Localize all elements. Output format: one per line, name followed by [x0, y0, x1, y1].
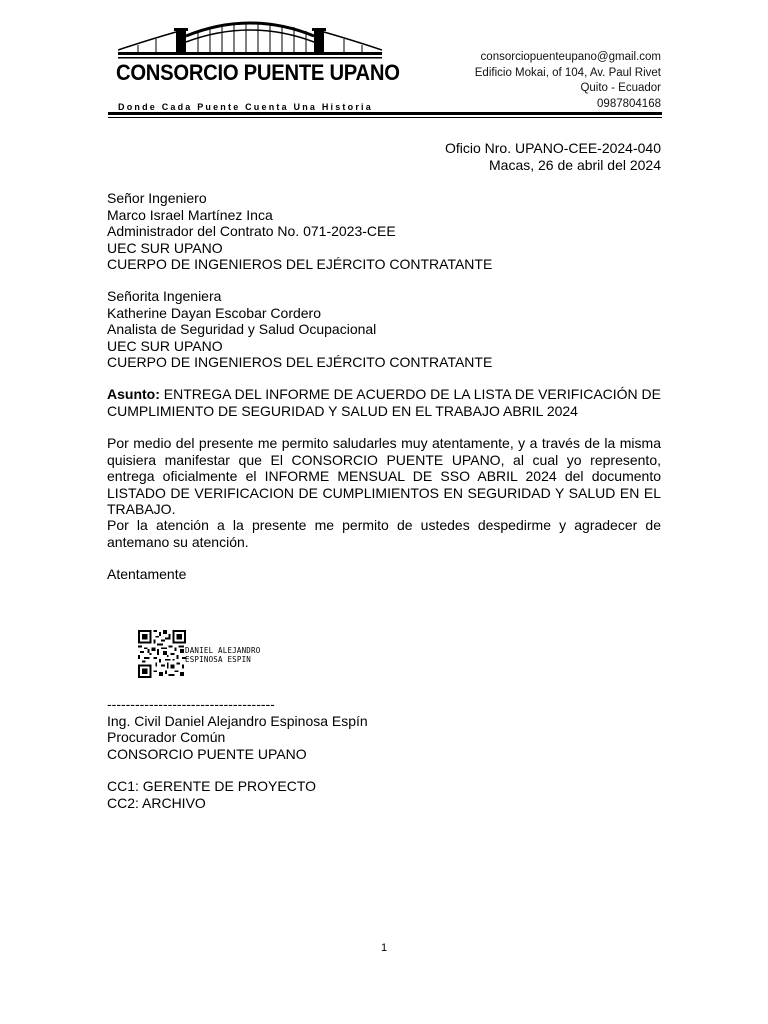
cc-line: CC2: ARCHIVO [107, 794, 206, 811]
company-name: CONSORCIO PUENTE UPANO [116, 60, 400, 85]
digital-signature-name [185, 647, 260, 664]
signature-name-line1: DANIEL ALEJANDRO [185, 646, 261, 655]
recipient-salutation: Señorita Ingeniera [107, 288, 222, 304]
recipient-organization: CUERPO DE INGENIEROS DEL EJÉRCITO CONTRATANTE [107, 354, 493, 370]
office-number: Oficio Nro. UPANO-CEE-2024-040 [444, 140, 661, 156]
recipient-block [107, 190, 661, 273]
subject-line [107, 386, 661, 419]
subject-text: ENTREGA DEL INFORME DE ACUERDO DE LA LISTA DE VERIFICACIÓN DE CUMPLIMIENTO DE SEGURIDAD Y SALUD EN EL TRABAJO ABRIL 2024 [107, 386, 661, 419]
qr-code-icon [138, 630, 186, 678]
signature-separator: ------------------------------------ [107, 696, 275, 712]
cc-line: CC1: GERENTE DE PROYECTO [107, 778, 317, 794]
body-paragraph: Por medio del presente me permito saludarles muy atentamente, y a través de la misma quisiera manifestar que El CONSORCIO PUENTE UPANO, al cual yo represento, entrega oficialmente el INFORME MENSUAL DE SSO ABRIL 2024 del documento LISTADO DE VERIFICACION DE CUMPLIMIENTOS EN SEGURIDAD Y SALUD EN EL TRABAJO. [107, 435, 661, 517]
signer-name: Ing. Civil Daniel Alejandro Espinosa Espín [107, 712, 368, 729]
contact-address: Edificio Mokai, of 104, Av. Paul Rivet [474, 66, 661, 79]
contact-phone: 0987804168 [597, 97, 661, 110]
place-date: Macas, 26 de abril del 2024 [489, 156, 661, 173]
company-tagline: Donde Cada Puente Cuenta Una Historia [118, 102, 373, 112]
page-number: 1 [380, 942, 388, 954]
signer-company: CONSORCIO PUENTE UPANO [107, 745, 307, 762]
recipient-role: Administrador del Contrato No. 071-2023-CEE [107, 223, 396, 239]
recipient-organization: CUERPO DE INGENIEROS DEL EJÉRCITO CONTRATANTE [107, 256, 493, 272]
recipient-salutation: Señor Ingeniero [107, 190, 207, 206]
subject-label: Asunto: [107, 386, 160, 402]
signer-role: Procurador Común [107, 729, 226, 745]
header-divider [108, 112, 662, 115]
digital-signature [138, 630, 288, 680]
header-divider-thin [108, 117, 662, 118]
copies-block [107, 778, 661, 811]
recipient-role: Analista de Seguridad y Salud Ocupacional [107, 321, 377, 337]
recipient-unit: UEC SUR UPANO [107, 239, 223, 256]
bridge-icon [118, 18, 382, 62]
recipient-name: Marco Israel Martínez Inca [107, 206, 273, 223]
contact-city: Quito - Ecuador [580, 82, 661, 94]
signer-block [107, 696, 661, 762]
contact-email: consorciopuenteupano@gmail.com [480, 51, 661, 63]
recipient-block [107, 288, 661, 371]
recipient-unit: UEC SUR UPANO [107, 337, 223, 354]
closing-line: Atentamente [107, 566, 187, 582]
contact-info [475, 50, 661, 112]
signature-name-line2: ESPINOSA ESPIN [185, 654, 252, 664]
company-logo [112, 18, 400, 112]
recipient-name: Katherine Dayan Escobar Cordero [107, 304, 322, 321]
document-reference [445, 140, 661, 173]
body-paragraph: Por la atención a la presente me permito de ustedes despedirme y agradecer de antemano su atención. [107, 517, 661, 550]
